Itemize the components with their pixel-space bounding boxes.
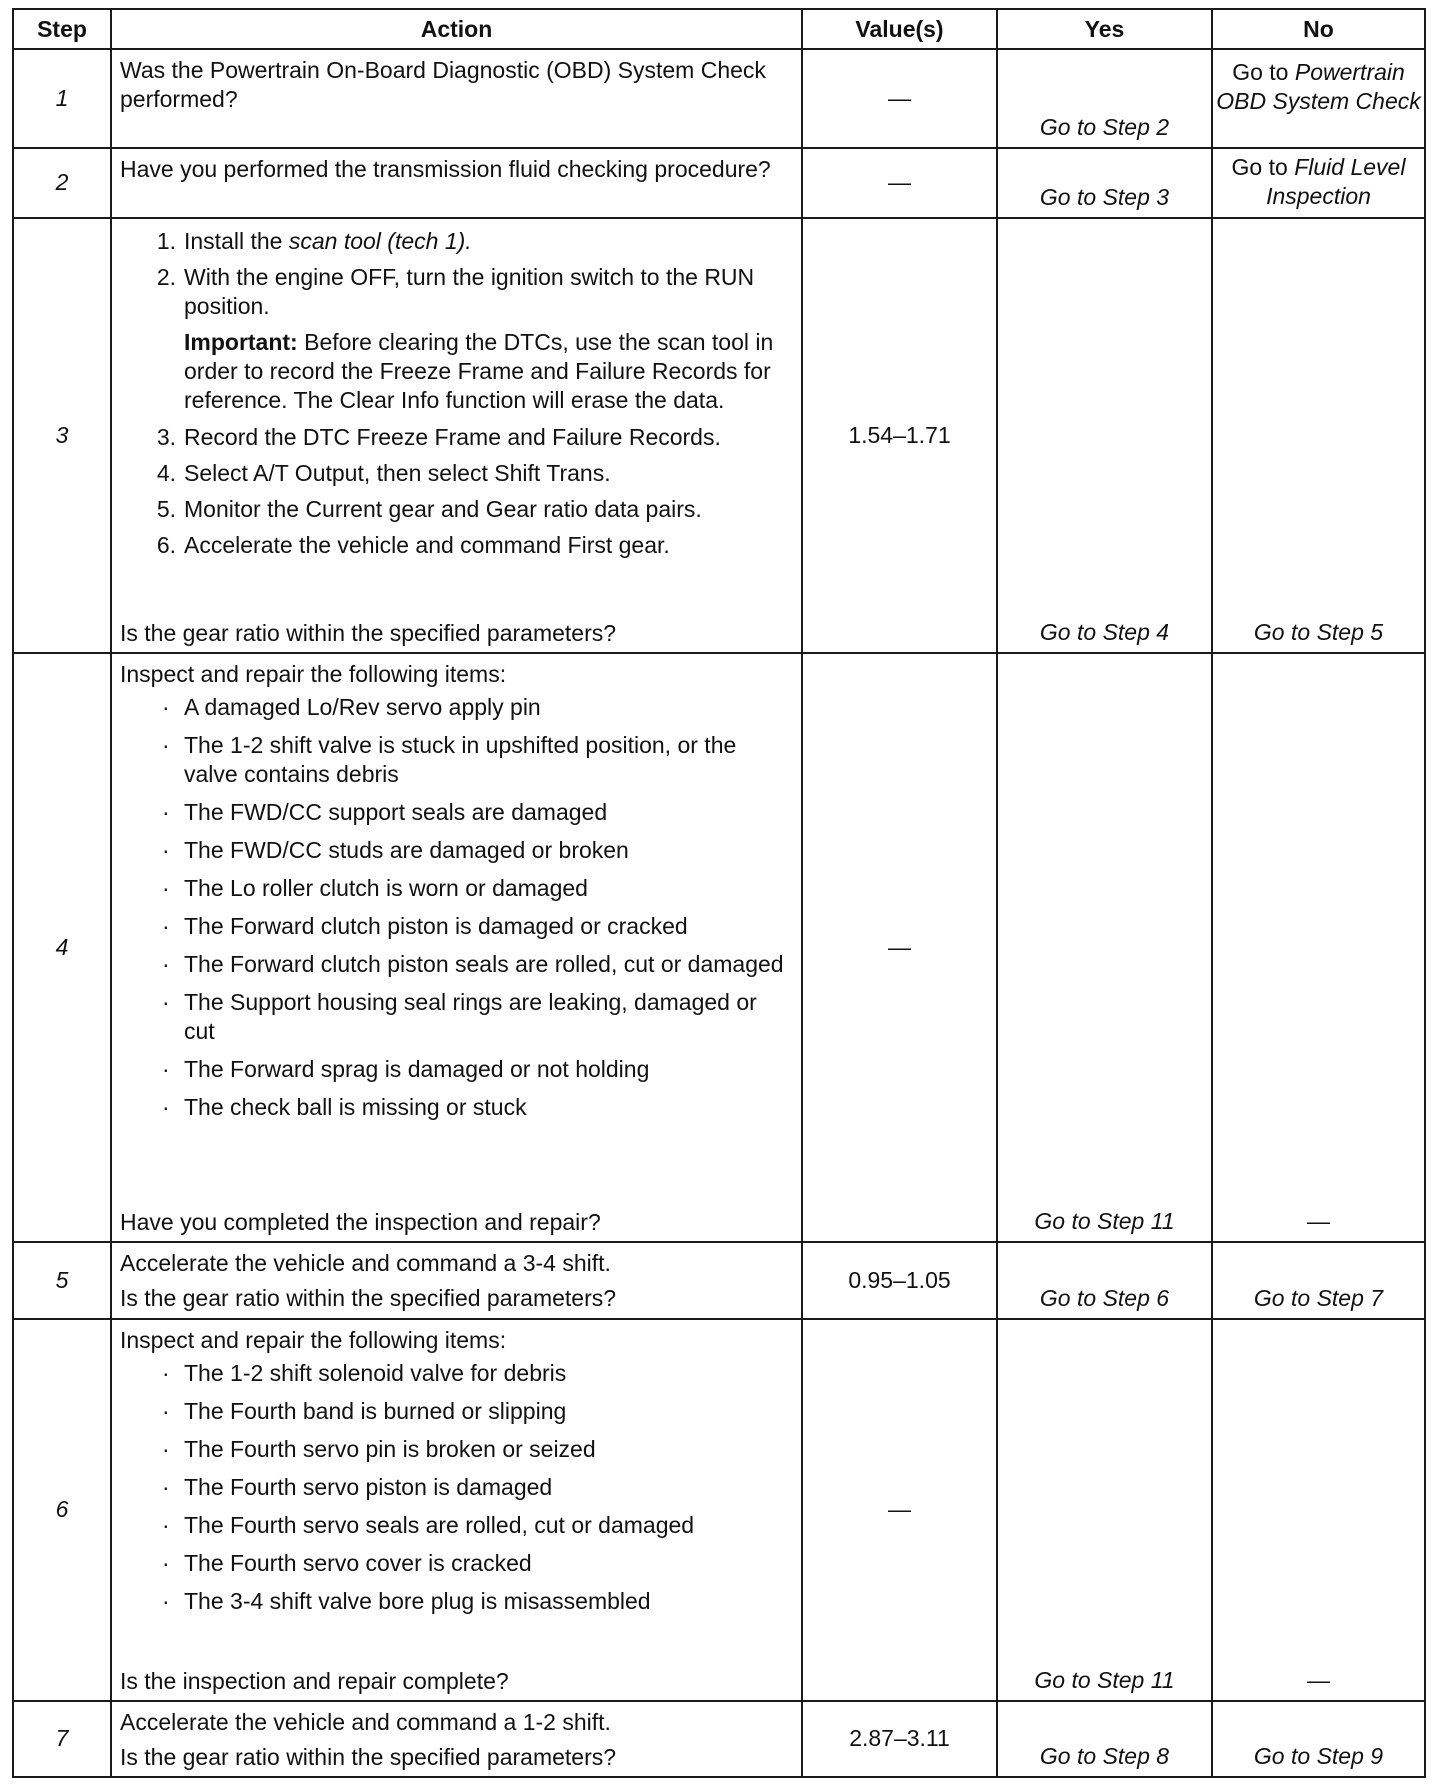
list-item-text: The Fourth servo piston is damaged [184, 1473, 553, 1500]
step-number: 1 [13, 49, 111, 148]
no-cell: Go to Step 9 [1212, 1701, 1425, 1777]
list-item: 3. Record the DTC Freeze Frame and Failure Records. [156, 424, 721, 451]
step-number: 2 [13, 148, 111, 218]
action-line: Accelerate the vehicle and command a 3-4 shift. [120, 1250, 611, 1277]
yes-cell: Go to Step 2 [997, 49, 1212, 148]
list-item [150, 1359, 793, 1388]
list-item: 1. Install the scan tool (tech 1). [156, 228, 472, 255]
no-cell: — [1212, 653, 1425, 1242]
bullet-icon: · [162, 1056, 170, 1083]
list-item-text: The 3-4 shift valve bore plug is misassembled [184, 1587, 651, 1614]
list-item [150, 693, 793, 722]
header-action: Action [111, 9, 802, 49]
table-row [13, 653, 1425, 1242]
action-cell [111, 1242, 802, 1318]
action-question: Is the gear ratio within the specified parameters? [120, 620, 617, 647]
bullet-icon: · [162, 1473, 170, 1500]
list-item: 2. With the engine OFF, turn the ignition switch to the RUN position. [156, 264, 755, 320]
no-prefix: Go to [1232, 59, 1289, 86]
bullet-icon: · [162, 694, 170, 721]
action-question: Is the gear ratio within the specified parameters? [120, 1743, 617, 1770]
step-number: 6 [13, 1319, 111, 1701]
list-item [150, 874, 793, 903]
list-item [150, 1587, 793, 1616]
no-cell [1212, 148, 1425, 218]
bullet-icon: · [162, 1397, 170, 1424]
header-no: No [1212, 9, 1425, 49]
value-cell: — [802, 49, 997, 148]
yes-cell: Go to Step 4 [997, 218, 1212, 653]
no-prefix: Go to [1231, 153, 1288, 180]
diagnostic-table [12, 8, 1426, 1778]
table-row [13, 218, 1425, 653]
list-item-text: The Fourth band is burned or slipping [184, 1397, 567, 1424]
list-item [150, 1093, 793, 1122]
step-number: 3 [13, 218, 111, 653]
list-item-text: The 1-2 shift solenoid valve for debris [184, 1359, 567, 1386]
action-cell [111, 653, 802, 1242]
table-row [13, 1319, 1425, 1701]
action-cell [111, 1701, 802, 1777]
action-question: Have you performed the transmission fluid checking procedure? [120, 155, 771, 182]
action-cell [111, 218, 802, 653]
inspection-list [120, 693, 793, 1122]
procedure-list [120, 423, 793, 560]
bullet-icon: · [162, 1435, 170, 1462]
action-cell [111, 49, 802, 148]
list-item-text: The Fourth servo cover is cracked [184, 1549, 532, 1576]
table-row [13, 148, 1425, 218]
list-item [150, 1511, 793, 1540]
bullet-icon: · [162, 1511, 170, 1538]
step-number: 7 [13, 1701, 111, 1777]
action-intro: Inspect and repair the following items: [120, 1326, 507, 1353]
value-cell: 2.87–3.11 [802, 1701, 997, 1777]
no-cell [1212, 49, 1425, 148]
list-item-text: The Forward sprag is damaged or not holding [184, 1056, 650, 1083]
list-item [150, 1435, 793, 1464]
yes-cell: Go to Step 11 [997, 1319, 1212, 1701]
list-item-text: The Forward clutch piston seals are rolled, cut or damaged [184, 951, 784, 978]
bullet-icon: · [162, 1359, 170, 1386]
yes-cell: Go to Step 8 [997, 1701, 1212, 1777]
bullet-icon: · [162, 837, 170, 864]
no-cell: — [1212, 1319, 1425, 1701]
bullet-icon: · [162, 1094, 170, 1121]
bullet-icon: · [162, 799, 170, 826]
list-item [150, 988, 793, 1046]
list-item [150, 1055, 793, 1084]
list-item-text: The Support housing seal rings are leaking, damaged or cut [184, 989, 757, 1045]
bullet-icon: · [162, 913, 170, 940]
value-cell: — [802, 148, 997, 218]
list-item [150, 1473, 793, 1502]
header-values: Value(s) [802, 9, 997, 49]
bullet-icon: · [162, 732, 170, 759]
table-row [13, 49, 1425, 148]
action-intro: Inspect and repair the following items: [120, 661, 507, 688]
action-cell [111, 148, 802, 218]
list-item-text: The 1-2 shift valve is stuck in upshifted position, or the valve contains debris [184, 732, 737, 788]
action-question: Is the gear ratio within the specified parameters? [120, 1285, 617, 1312]
value-cell: 1.54–1.71 [802, 218, 997, 653]
header-row [13, 9, 1425, 49]
value-cell: — [802, 1319, 997, 1701]
list-item-text: The Fourth servo seals are rolled, cut or damaged [184, 1511, 695, 1538]
list-item [150, 836, 793, 865]
list-item-text: The Fourth servo pin is broken or seized [184, 1435, 596, 1462]
value-cell: — [802, 653, 997, 1242]
procedure-list [120, 227, 793, 321]
step-number: 4 [13, 653, 111, 1242]
header-yes: Yes [997, 9, 1212, 49]
bullet-icon: · [162, 1549, 170, 1576]
bullet-icon: · [162, 951, 170, 978]
list-item-text: The FWD/CC support seals are damaged [184, 799, 608, 826]
no-link: Fluid Level Inspection [1266, 153, 1406, 209]
list-item [150, 950, 793, 979]
yes-cell: Go to Step 11 [997, 653, 1212, 1242]
list-item [150, 912, 793, 941]
list-item-text: A damaged Lo/Rev servo apply pin [184, 694, 541, 721]
list-item [150, 1397, 793, 1426]
step-number: 5 [13, 1242, 111, 1318]
header-step: Step [13, 9, 111, 49]
inspection-list [120, 1359, 793, 1616]
action-question: Was the Powertrain On-Board Diagnostic (OBD) System Check performed? [120, 57, 766, 113]
list-item [150, 731, 793, 789]
list-item [150, 798, 793, 827]
no-cell: Go to Step 5 [1212, 218, 1425, 653]
yes-cell: Go to Step 3 [997, 148, 1212, 218]
list-item-text: The check ball is missing or stuck [184, 1094, 527, 1121]
list-item-text: The Lo roller clutch is worn or damaged [184, 875, 588, 902]
no-link: Powertrain OBD System Check [1216, 59, 1421, 115]
yes-cell: Go to Step 6 [997, 1242, 1212, 1318]
value-cell: 0.95–1.05 [802, 1242, 997, 1318]
no-cell: Go to Step 7 [1212, 1242, 1425, 1318]
bullet-icon: · [162, 875, 170, 902]
bullet-icon: · [162, 1587, 170, 1614]
list-item-text: The Forward clutch piston is damaged or cracked [184, 913, 688, 940]
list-item [150, 1549, 793, 1578]
scan-tool-reference: scan tool (tech 1). [288, 228, 472, 255]
table-row [13, 1701, 1425, 1777]
list-item: 5. Monitor the Current gear and Gear ratio data pairs. [156, 496, 702, 523]
action-question: Is the inspection and repair complete? [120, 1667, 509, 1694]
important-text: Before clearing the DTCs, use the scan tool in order to record the Freeze Frame and Failure Records for reference. The Clear Info function will erase the data. [184, 329, 774, 414]
list-item: 6. Accelerate the vehicle and command First gear. [156, 532, 670, 559]
important-label: Important: [184, 329, 298, 356]
list-item: 4. Select A/T Output, then select Shift Trans. [156, 460, 611, 487]
bullet-icon: · [162, 989, 170, 1016]
action-question: Have you completed the inspection and repair? [120, 1209, 601, 1236]
important-note [150, 328, 793, 415]
list-item-text: The FWD/CC studs are damaged or broken [184, 837, 629, 864]
action-line: Accelerate the vehicle and command a 1-2 shift. [120, 1708, 611, 1735]
table-row [13, 1242, 1425, 1318]
action-cell [111, 1319, 802, 1701]
